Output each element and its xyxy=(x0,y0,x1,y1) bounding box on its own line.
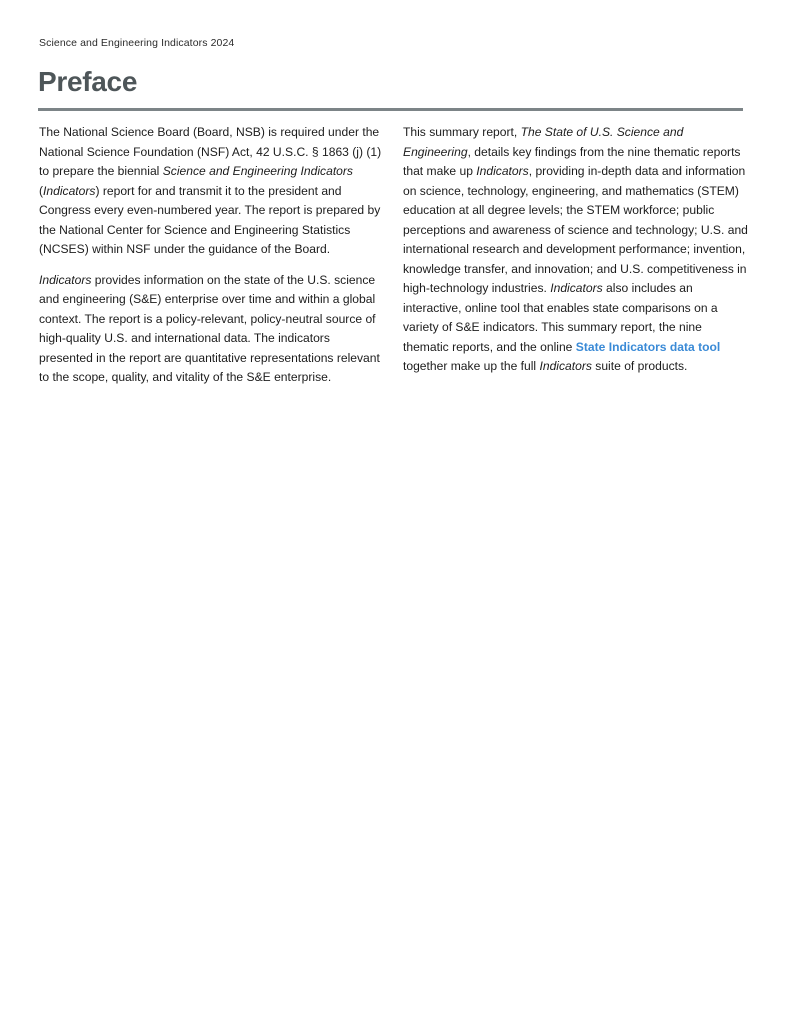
text-italic: Indicators xyxy=(476,164,529,178)
text-italic: Indicators xyxy=(43,183,96,198)
text-run: ( xyxy=(39,183,44,198)
text-italic: The State of U.S. Science and Engineering xyxy=(403,125,684,159)
text-run: together make up the full xyxy=(403,359,540,373)
text-run: , details key findings from the nine thematic reports that make up xyxy=(403,144,741,178)
text-italic: Indicators xyxy=(550,281,603,295)
text-run: also includes an interactive, online tool that enables state comparisons on a variety of S&E indicators. This summary report, the nine thematic reports, and the online xyxy=(403,281,718,354)
paragraph-indicators-description xyxy=(39,271,384,388)
state-indicators-data-tool-link[interactable]: State Indicators data tool xyxy=(575,339,721,354)
text-italic: Science and Engineering Indicators xyxy=(162,164,353,178)
paragraph-summary-report xyxy=(403,123,748,377)
running-header: Science and Engineering Indicators 2024 xyxy=(39,37,235,49)
text-italic: Indicators xyxy=(539,359,592,373)
paragraph-mandate xyxy=(39,123,384,260)
left-column xyxy=(39,123,384,399)
text-run: This summary report, xyxy=(403,125,521,139)
text-run: , providing in-depth data and information on science, technology, engineering, and mathematics (STEM) education at all degree levels; the STEM workforce; public perceptions and awareness of science and technology; U.S. and international research and development performance; invention, knowledge transfer, and innovation; and U.S. competitiveness in high-technology industries. xyxy=(403,164,748,295)
text-italic: Indicators xyxy=(39,272,92,287)
page-title: Preface xyxy=(38,66,138,97)
text-run: suite of products. xyxy=(591,359,688,373)
text-run: The National Science Board (Board, NSB) is required under the National Science Foundation (NSF) Act, 42 U.S.C. § 1863 (j) (1) to prepare the biennial xyxy=(39,125,382,178)
text-run: ) report for and transmit it to the president and Congress every even-numbered year. The report is prepared by the National Center for Science and Engineering Statistics (NCSES) within NSF under the guidance of the Board. xyxy=(39,183,381,256)
text-run: provides information on the state of the U.S. science and engineering (S&E) enterprise over time and within a global context. The report is a policy-relevant, policy-neutral source of high-quality U.S. and international data. The indicators presented in the report are quantitative representations relevant to the scope, quality, and vitality of the S&E enterprise. xyxy=(39,272,380,384)
right-column xyxy=(403,123,748,388)
title-divider xyxy=(38,108,743,111)
